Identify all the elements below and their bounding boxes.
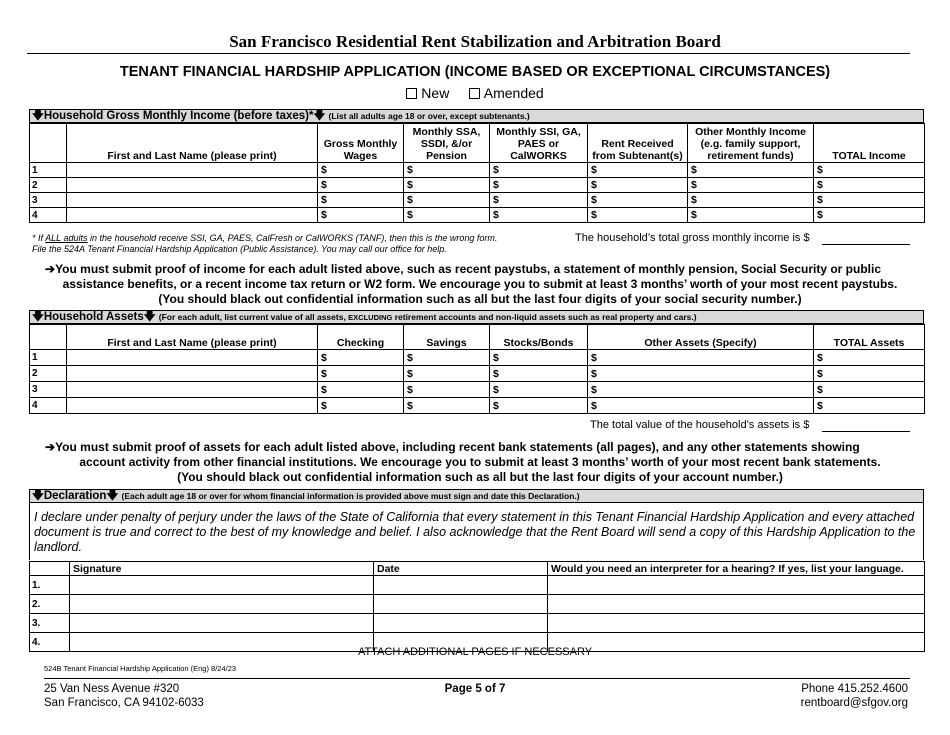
table-row bbox=[30, 350, 925, 366]
name-field[interactable] bbox=[67, 178, 318, 193]
header-divider bbox=[27, 53, 910, 54]
ssi-field[interactable]: $ bbox=[490, 193, 588, 208]
row-number: 1 bbox=[30, 163, 67, 178]
income-row-number-header bbox=[30, 124, 67, 163]
row-number: 1. bbox=[30, 576, 70, 595]
total-assets-field[interactable]: $ bbox=[814, 382, 925, 398]
checking-field[interactable]: $ bbox=[318, 382, 404, 398]
checking-field[interactable]: $ bbox=[318, 350, 404, 366]
other-assets-field[interactable]: $ bbox=[588, 398, 814, 414]
total-assets-field[interactable]: $ bbox=[814, 366, 925, 382]
assets-proof-instructions: ➔You must submit proof of assets for each adult listed above, including recent bank statements (all pages), and any other statements showing account activity from other financial institutions. We encourage you to submit at least 3 months’ worth of your most recent bank statements. (You should black out confidential information such as all but the last four digits of your account number.) bbox=[45, 440, 881, 484]
income-section-note: (List all adults age 18 or over, except subtenants.) bbox=[328, 111, 530, 121]
assets-col-savings: Savings bbox=[404, 325, 490, 350]
table-row bbox=[30, 398, 925, 414]
signature-field[interactable] bbox=[70, 614, 374, 633]
date-field[interactable] bbox=[374, 614, 548, 633]
language-field[interactable] bbox=[548, 576, 925, 595]
total-field[interactable]: $ bbox=[814, 193, 925, 208]
savings-field[interactable]: $ bbox=[404, 382, 490, 398]
row-number: 2 bbox=[30, 178, 67, 193]
ssa-field[interactable]: $ bbox=[404, 193, 490, 208]
ssa-field[interactable]: $ bbox=[404, 178, 490, 193]
signature-row-number-header bbox=[30, 562, 70, 576]
signature-field[interactable] bbox=[70, 576, 374, 595]
row-number: 1 bbox=[30, 350, 67, 366]
ssi-field[interactable]: $ bbox=[490, 163, 588, 178]
signature-field[interactable] bbox=[70, 595, 374, 614]
page-number: Page 5 of 7 bbox=[444, 683, 506, 695]
assets-total-line bbox=[590, 419, 809, 431]
form-id: 524B Tenant Financial Hardship Application (Eng) 8/24/23 bbox=[44, 664, 237, 673]
name-field[interactable] bbox=[67, 398, 318, 414]
table-row bbox=[30, 595, 925, 614]
income-total-line bbox=[575, 232, 810, 244]
income-table bbox=[29, 123, 925, 223]
name-field[interactable] bbox=[67, 382, 318, 398]
phone: Phone 415.252.4600 bbox=[801, 683, 908, 695]
total-field[interactable]: $ bbox=[814, 178, 925, 193]
stocks-field[interactable]: $ bbox=[490, 366, 588, 382]
income-col-ssi: Monthly SSI, GA, PAES or CalWORKS bbox=[490, 124, 588, 163]
table-row bbox=[30, 366, 925, 382]
declaration-section-title: 🡇Declaration🡇 bbox=[32, 490, 119, 502]
assets-row-number-header bbox=[30, 325, 67, 350]
ssi-field[interactable]: $ bbox=[490, 208, 588, 223]
address-line-1: 25 Van Ness Avenue #320 bbox=[44, 683, 180, 695]
assets-total-label: The total value of the household’s assets is $ bbox=[590, 419, 810, 431]
savings-field[interactable]: $ bbox=[404, 350, 490, 366]
assets-col-name: First and Last Name (please print) bbox=[67, 325, 318, 350]
table-row bbox=[30, 193, 925, 208]
assets-col-checking: Checking bbox=[318, 325, 404, 350]
arrow-icon: ➔ bbox=[45, 440, 56, 454]
row-number: 2 bbox=[30, 366, 67, 382]
assets-section-title: 🡇Household Assets🡇 bbox=[32, 311, 156, 323]
form-type-options bbox=[0, 85, 950, 101]
footer-divider bbox=[44, 678, 910, 679]
savings-field[interactable]: $ bbox=[404, 366, 490, 382]
date-field[interactable] bbox=[374, 595, 548, 614]
income-total-label: The household’s total gross monthly income is $ bbox=[575, 232, 810, 244]
other-field[interactable]: $ bbox=[688, 193, 814, 208]
arrow-icon: ➔ bbox=[45, 262, 56, 276]
income-section-header bbox=[29, 109, 924, 123]
signature-col-interpreter: Would you need an interpreter for a hearing? If yes, list your language. bbox=[548, 562, 925, 576]
checking-field[interactable]: $ bbox=[318, 398, 404, 414]
income-section-title: 🡇Household Gross Monthly Income (before taxes)*🡇 bbox=[32, 110, 326, 122]
rent-field[interactable]: $ bbox=[588, 193, 688, 208]
stocks-field[interactable]: $ bbox=[490, 350, 588, 366]
other-field[interactable]: $ bbox=[688, 163, 814, 178]
signature-col-signature: Signature bbox=[70, 562, 374, 576]
other-field[interactable]: $ bbox=[688, 208, 814, 223]
income-footnote: * If ALL adults in the household receive SSI, GA, PAES, CalFresh or CalWORKS (TANF), then this is the wrong form. File the 524A Tenant Financial Hardship Application (Public Assistance). You may call our office for help. bbox=[32, 233, 498, 254]
row-number: 3. bbox=[30, 614, 70, 633]
rent-field[interactable]: $ bbox=[588, 208, 688, 223]
form-title: TENANT FINANCIAL HARDSHIP APPLICATION (INCOME BASED OR EXCEPTIONAL CIRCUMSTANCES) bbox=[119, 64, 831, 80]
rent-field[interactable]: $ bbox=[588, 178, 688, 193]
income-col-wages: Gross Monthly Wages bbox=[318, 124, 404, 163]
income-col-ssa: Monthly SSA, SSDI, &/or Pension bbox=[404, 124, 490, 163]
table-row bbox=[30, 208, 925, 223]
wages-field[interactable]: $ bbox=[318, 178, 404, 193]
declaration-section-note: (Each adult age 18 or over for whom financial information is provided above must sign and date this Declaration.) bbox=[121, 491, 580, 501]
income-total-input[interactable] bbox=[822, 232, 910, 245]
assets-table bbox=[29, 324, 925, 414]
income-proof-instructions: ➔You must submit proof of income for each adult listed above, such as recent paystubs, a statement of monthly pension, Social Security or public assistance benefits, or a recent income tax return or W2 form. We encourage you to submit at least 3 months’ worth of your most recent paystubs. (You should black out confidential information such as all but the last four digits of your social security number.) bbox=[45, 262, 898, 306]
table-row bbox=[30, 576, 925, 595]
savings-field[interactable]: $ bbox=[404, 398, 490, 414]
declaration-text: I declare under penalty of perjury under the laws of the State of California that every statement in this Tenant Financial Hardship Application and every attached document is true and correct to the best of my knowledge and belief. I also acknowledge that the Rent Board will send a copy of this Hardship Application to the landlord. bbox=[34, 510, 916, 554]
new-label: New bbox=[421, 85, 450, 101]
ssa-field[interactable]: $ bbox=[404, 163, 490, 178]
checking-field[interactable]: $ bbox=[318, 366, 404, 382]
row-number: 4. bbox=[30, 633, 70, 652]
income-col-name: First and Last Name (please print) bbox=[67, 124, 318, 163]
assets-total-input[interactable] bbox=[822, 419, 910, 432]
ssa-field[interactable]: $ bbox=[404, 208, 490, 223]
assets-section-header bbox=[29, 310, 924, 324]
table-row bbox=[30, 382, 925, 398]
row-number: 3 bbox=[30, 193, 67, 208]
total-field[interactable]: $ bbox=[814, 163, 925, 178]
other-assets-field[interactable]: $ bbox=[588, 382, 814, 398]
row-number: 2. bbox=[30, 595, 70, 614]
income-col-rent: Rent Received from Subtenant(s) bbox=[588, 124, 688, 163]
amended-label: Amended bbox=[483, 85, 544, 101]
signature-table bbox=[29, 561, 925, 652]
date-field[interactable] bbox=[374, 576, 548, 595]
row-number: 3 bbox=[30, 382, 67, 398]
assets-col-total: TOTAL Assets bbox=[814, 325, 925, 350]
name-field[interactable] bbox=[67, 163, 318, 178]
other-assets-field[interactable]: $ bbox=[588, 366, 814, 382]
wages-field[interactable]: $ bbox=[318, 163, 404, 178]
row-number: 4 bbox=[30, 398, 67, 414]
stocks-field[interactable]: $ bbox=[490, 382, 588, 398]
name-field[interactable] bbox=[67, 350, 318, 366]
wages-field[interactable]: $ bbox=[318, 193, 404, 208]
signature-col-date: Date bbox=[374, 562, 548, 576]
wages-field[interactable]: $ bbox=[318, 208, 404, 223]
ssi-field[interactable]: $ bbox=[490, 178, 588, 193]
income-col-total: TOTAL Income bbox=[814, 124, 925, 163]
footer-contact bbox=[801, 682, 908, 710]
language-field[interactable] bbox=[548, 595, 925, 614]
table-row bbox=[30, 178, 925, 193]
name-field[interactable] bbox=[67, 193, 318, 208]
total-assets-field[interactable]: $ bbox=[814, 350, 925, 366]
assets-section-note: (For each adult, list current value of all assets, EXCLUDING retirement accounts and non-liquid assets such as real property and cars.) bbox=[158, 312, 697, 322]
declaration-section-header bbox=[29, 489, 924, 503]
board-name: San Francisco Residential Rent Stabilization and Arbitration Board bbox=[229, 32, 721, 51]
rent-field[interactable]: $ bbox=[588, 163, 688, 178]
name-field[interactable] bbox=[67, 208, 318, 223]
name-field[interactable] bbox=[67, 366, 318, 382]
row-number: 4 bbox=[30, 208, 67, 223]
assets-col-other: Other Assets (Specify) bbox=[588, 325, 814, 350]
amended-checkbox[interactable] bbox=[469, 85, 544, 101]
address-line-2: San Francisco, CA 94102-6033 bbox=[44, 697, 204, 709]
table-row bbox=[30, 614, 925, 633]
new-checkbox[interactable] bbox=[406, 85, 449, 101]
language-field[interactable] bbox=[548, 614, 925, 633]
table-row bbox=[30, 163, 925, 178]
income-col-other: Other Monthly Income (e.g. family support, retirement funds) bbox=[688, 124, 814, 163]
total-assets-field[interactable]: $ bbox=[814, 398, 925, 414]
attach-note: ATTACH ADDITIONAL PAGES IF NECESSARY bbox=[357, 646, 593, 658]
other-field[interactable]: $ bbox=[688, 178, 814, 193]
assets-col-stocks: Stocks/Bonds bbox=[490, 325, 588, 350]
total-field[interactable]: $ bbox=[814, 208, 925, 223]
email-link[interactable]: rentboard@sfgov.org bbox=[800, 697, 908, 709]
other-assets-field[interactable]: $ bbox=[588, 350, 814, 366]
stocks-field[interactable]: $ bbox=[490, 398, 588, 414]
